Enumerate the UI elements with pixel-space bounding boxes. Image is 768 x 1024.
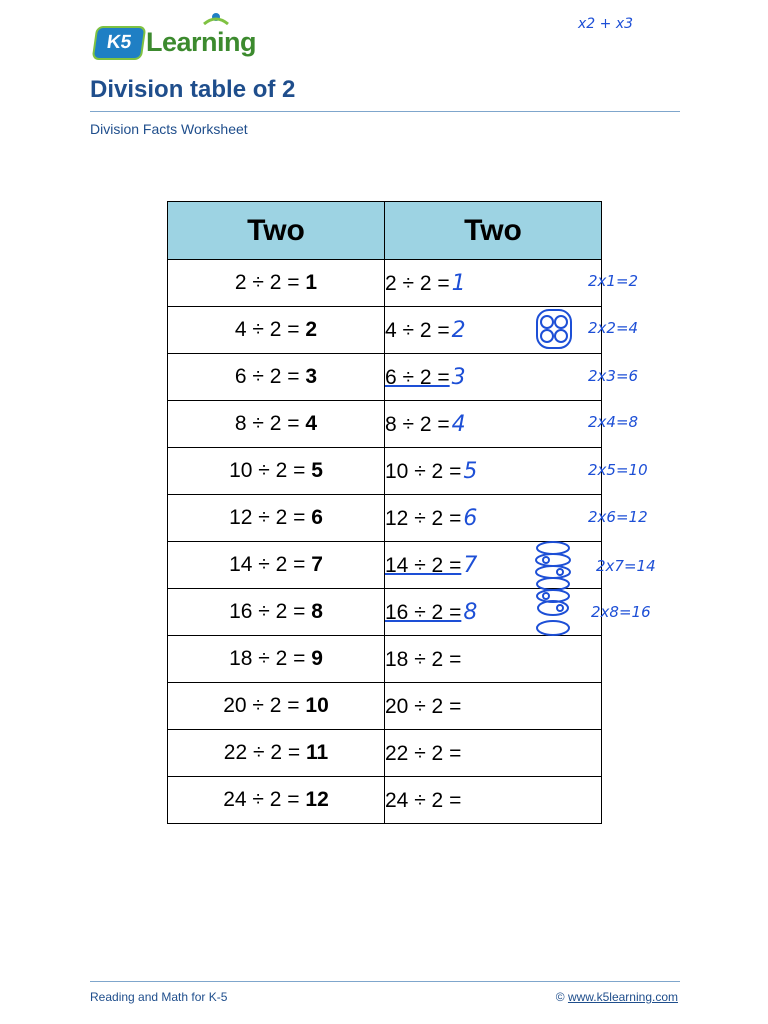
fact-cell	[168, 495, 385, 542]
fact-answer: 12	[305, 788, 329, 811]
table-row	[168, 260, 602, 307]
practice-cell	[385, 401, 602, 448]
fact-cell	[168, 307, 385, 354]
fact-cell	[168, 589, 385, 636]
handwritten-circles-doodle	[533, 540, 573, 638]
fact-question: 6 ÷ 2 =	[234, 365, 300, 388]
fact-cell	[168, 401, 385, 448]
practice-question: 2 ÷ 2 =	[385, 271, 450, 295]
handwritten-answer: 5	[463, 458, 478, 484]
logo-figure-icon	[202, 12, 230, 34]
fact-question: 14 ÷ 2 =	[229, 553, 306, 576]
handwritten-answer: 4	[451, 411, 466, 437]
table-row	[168, 401, 602, 448]
practice-question: 10 ÷ 2 =	[385, 459, 462, 483]
table-row	[168, 495, 602, 542]
handwritten-note: 2x1=2	[588, 272, 639, 290]
practice-question: 14 ÷ 2 =	[385, 553, 462, 577]
fact-answer: 1	[305, 271, 318, 294]
practice-question: 16 ÷ 2 =	[385, 600, 462, 624]
table-row	[168, 354, 602, 401]
fact-cell	[168, 636, 385, 683]
handwritten-answer: 7	[463, 552, 478, 578]
fact-cell	[168, 683, 385, 730]
practice-cell	[385, 495, 602, 542]
page-subtitle: Division Facts Worksheet	[90, 121, 248, 137]
page-title: Division table of 2	[90, 76, 296, 103]
division-table	[167, 201, 602, 824]
fact-answer: 4	[305, 412, 318, 435]
column-header: Two	[385, 202, 602, 260]
handwritten-answer: 3	[451, 364, 466, 390]
handwritten-note: 2x7=14	[596, 557, 656, 575]
fact-cell	[168, 354, 385, 401]
handwritten-note: 2x5=10	[588, 461, 648, 479]
practice-cell	[385, 636, 602, 683]
fact-cell	[168, 448, 385, 495]
fact-question: 12 ÷ 2 =	[229, 506, 306, 529]
fact-answer: 9	[311, 647, 323, 670]
footer-website-link[interactable]: www.k5learning.com	[567, 990, 678, 1004]
copyright-symbol: ©	[555, 990, 565, 1004]
handwritten-note: 2x2=4	[588, 319, 639, 337]
practice-question: 22 ÷ 2 =	[385, 741, 462, 765]
practice-question: 4 ÷ 2 =	[385, 318, 450, 342]
practice-question: 24 ÷ 2 =	[385, 788, 462, 812]
fact-answer: 3	[305, 365, 318, 388]
practice-cell	[385, 354, 602, 401]
handwritten-answer: 2	[451, 317, 466, 343]
practice-cell	[385, 777, 602, 824]
logo-wordmark: Learning	[146, 27, 257, 57]
fact-question: 2 ÷ 2 =	[234, 271, 300, 294]
fact-answer: 5	[311, 459, 323, 482]
fact-question: 22 ÷ 2 =	[223, 741, 301, 764]
fact-question: 8 ÷ 2 =	[234, 412, 300, 435]
fact-question: 16 ÷ 2 =	[229, 600, 306, 623]
column-header: Two	[168, 202, 385, 260]
logo-badge: K5	[92, 26, 147, 60]
fact-cell	[168, 260, 385, 307]
fact-question: 4 ÷ 2 =	[234, 318, 300, 341]
fact-answer: 6	[311, 506, 323, 529]
fact-cell	[168, 777, 385, 824]
handwritten-top-note: x2 + x3	[578, 16, 634, 32]
fact-question: 18 ÷ 2 =	[229, 647, 306, 670]
handwritten-answer: 6	[463, 505, 478, 531]
practice-question: 20 ÷ 2 =	[385, 694, 462, 718]
fact-question: 20 ÷ 2 =	[223, 694, 300, 717]
fact-answer: 8	[311, 600, 323, 623]
handwritten-note: 2x4=8	[588, 413, 639, 431]
table-row	[168, 448, 602, 495]
fact-question: 10 ÷ 2 =	[229, 459, 306, 482]
practice-question: 18 ÷ 2 =	[385, 647, 462, 671]
practice-cell	[385, 260, 602, 307]
fact-cell	[168, 542, 385, 589]
table-row	[168, 777, 602, 824]
footer-divider	[90, 981, 680, 982]
practice-question: 6 ÷ 2 =	[385, 365, 450, 389]
practice-question: 12 ÷ 2 =	[385, 506, 462, 530]
handwritten-circles-doodle	[535, 308, 573, 350]
table-row	[168, 683, 602, 730]
title-divider	[90, 111, 680, 112]
fact-question: 24 ÷ 2 =	[223, 788, 300, 811]
handwritten-note: 2x8=16	[591, 603, 651, 621]
handwritten-answer: 8	[463, 599, 478, 625]
practice-cell	[385, 448, 602, 495]
fact-answer: 10	[305, 694, 329, 717]
handwritten-note: 2x6=12	[588, 508, 648, 526]
practice-question: 8 ÷ 2 =	[385, 412, 450, 436]
footer-tagline: Reading and Math for K-5	[90, 990, 228, 1004]
fact-cell	[168, 730, 385, 777]
practice-cell	[385, 730, 602, 777]
fact-answer: 7	[311, 553, 323, 576]
footer-credit	[556, 990, 678, 1004]
fact-answer: 2	[305, 318, 318, 341]
table-header-row	[168, 202, 602, 260]
handwritten-note: 2x3=6	[588, 367, 639, 385]
fact-answer: 11	[305, 741, 329, 764]
table-row	[168, 636, 602, 683]
handwritten-answer: 1	[451, 270, 466, 296]
practice-cell	[385, 683, 602, 730]
table-row	[168, 730, 602, 777]
